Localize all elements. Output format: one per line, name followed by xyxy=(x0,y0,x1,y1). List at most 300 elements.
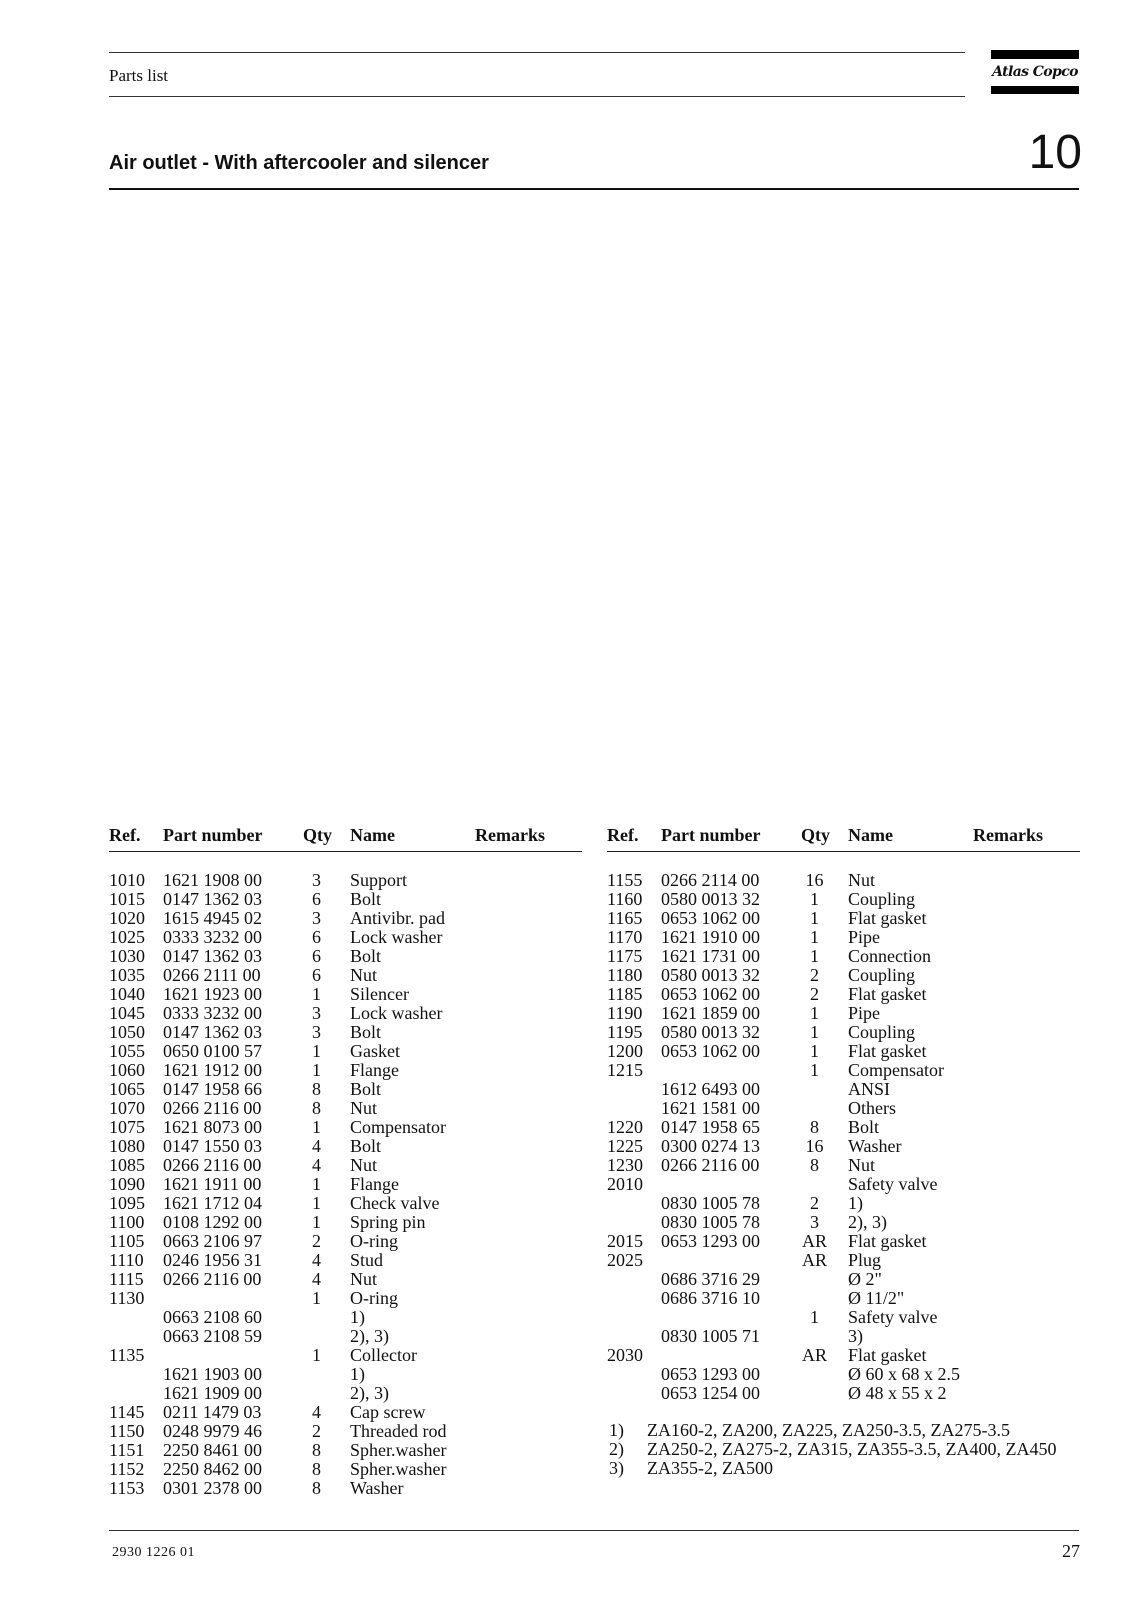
footnote-text: ZA160-2, ZA200, ZA225, ZA250-3.5, ZA275-3.5 xyxy=(647,1420,1010,1440)
table-row xyxy=(607,1232,1080,1251)
table-row xyxy=(607,1061,1080,1080)
cell-ref: 1220 xyxy=(607,1117,643,1137)
table-row xyxy=(109,1213,582,1232)
cell-name: Safety valve xyxy=(848,1307,938,1327)
cell-qty: 1 xyxy=(312,1041,321,1061)
cell-part-number: 0266 2116 00 xyxy=(163,1269,262,1289)
brand-logo xyxy=(991,50,1079,94)
cell-qty: 1 xyxy=(312,984,321,1004)
cell-qty: 16 xyxy=(805,1136,824,1156)
cell-qty: 4 xyxy=(312,1402,321,1422)
cell-qty: 6 xyxy=(312,946,321,966)
cell-ref: 1100 xyxy=(109,1212,145,1232)
col-qty-header: Qty xyxy=(303,825,332,845)
table-rows xyxy=(109,871,582,1498)
cell-part-number: 0653 1062 00 xyxy=(661,984,760,1004)
cell-name: Nut xyxy=(848,870,875,890)
table-row xyxy=(109,871,582,890)
cell-ref: 1130 xyxy=(109,1288,145,1308)
table-row xyxy=(109,1118,582,1137)
cell-name: Flat gasket xyxy=(848,908,927,928)
cell-ref: 1151 xyxy=(109,1440,145,1460)
cell-qty: 1 xyxy=(810,1060,819,1080)
cell-qty: 4 xyxy=(312,1269,321,1289)
table-row xyxy=(607,1327,1080,1346)
cell-ref: 1160 xyxy=(607,889,643,909)
cell-part-number: 0266 2111 00 xyxy=(163,965,261,985)
cell-ref: 1035 xyxy=(109,965,145,985)
cell-ref: 1180 xyxy=(607,965,643,985)
cell-qty: 4 xyxy=(312,1155,321,1175)
parts-table-right xyxy=(607,825,1080,1403)
cell-ref: 1075 xyxy=(109,1117,145,1137)
footer-rule xyxy=(109,1530,1079,1531)
cell-ref: 1105 xyxy=(109,1231,145,1251)
cell-name: Others xyxy=(848,1098,896,1118)
table-row xyxy=(109,1061,582,1080)
cell-qty: 1 xyxy=(312,1060,321,1080)
col-remarks-header: Remarks xyxy=(475,825,545,845)
cell-part-number: 1621 1923 00 xyxy=(163,984,262,1004)
table-row xyxy=(607,1156,1080,1175)
cell-ref: 1150 xyxy=(109,1421,145,1441)
cell-ref: 1095 xyxy=(109,1193,145,1213)
cell-ref: 1135 xyxy=(109,1345,145,1365)
title-rule xyxy=(109,188,1079,190)
cell-qty: 1 xyxy=(312,1288,321,1308)
cell-name: Coupling xyxy=(848,965,916,985)
table-row xyxy=(607,1194,1080,1213)
cell-part-number: 0830 1005 71 xyxy=(661,1326,760,1346)
cell-qty: 1 xyxy=(810,946,819,966)
col-ref-header: Ref. xyxy=(607,825,639,845)
cell-name: Bolt xyxy=(350,1022,382,1042)
cell-name: Bolt xyxy=(350,889,382,909)
cell-name: Threaded rod xyxy=(350,1421,447,1441)
table-row xyxy=(109,1365,582,1384)
cell-name: Spher.washer xyxy=(350,1459,447,1479)
cell-qty: 8 xyxy=(312,1079,321,1099)
cell-qty: 8 xyxy=(810,1117,819,1137)
table-row xyxy=(607,966,1080,985)
cell-ref: 1020 xyxy=(109,908,145,928)
cell-name: Spring pin xyxy=(350,1212,426,1232)
table-rows xyxy=(607,871,1080,1403)
cell-name: Flat gasket xyxy=(848,1345,927,1365)
table-row xyxy=(607,1308,1080,1327)
table-row xyxy=(109,1422,582,1441)
cell-part-number: 1621 1859 00 xyxy=(661,1003,760,1023)
cell-part-number: 0653 1254 00 xyxy=(661,1383,760,1403)
cell-name: Support xyxy=(350,870,408,890)
cell-ref: 2030 xyxy=(607,1345,643,1365)
table-row xyxy=(109,1042,582,1061)
cell-name: O-ring xyxy=(350,1288,398,1308)
cell-qty: 6 xyxy=(312,889,321,909)
cell-part-number: 0333 3232 00 xyxy=(163,927,262,947)
cell-ref: 1025 xyxy=(109,927,145,947)
cell-qty: AR xyxy=(801,1250,827,1270)
cell-part-number: 0653 1293 00 xyxy=(661,1364,760,1384)
table-row xyxy=(109,1403,582,1422)
cell-name: Bolt xyxy=(350,1079,382,1099)
cell-qty: 6 xyxy=(312,927,321,947)
chapter-number: 10 xyxy=(1028,126,1082,179)
cell-ref: 1155 xyxy=(607,870,643,890)
cell-qty: 8 xyxy=(312,1440,321,1460)
table-row xyxy=(607,890,1080,909)
cell-ref: 1090 xyxy=(109,1174,145,1194)
cell-part-number: 0663 2108 60 xyxy=(163,1307,262,1327)
cell-name: Cap screw xyxy=(350,1402,426,1422)
cell-ref: 1030 xyxy=(109,946,145,966)
table-row xyxy=(607,1118,1080,1137)
table-row xyxy=(109,1308,582,1327)
table-row xyxy=(109,1080,582,1099)
cell-name: Ø 60 x 68 x 2.5 xyxy=(848,1364,960,1384)
table-row xyxy=(109,1270,582,1289)
cell-part-number: 0653 1062 00 xyxy=(661,908,760,928)
cell-qty: 1 xyxy=(810,889,819,909)
table-row xyxy=(607,1346,1080,1365)
cell-name: Stud xyxy=(350,1250,384,1270)
cell-ref: 2015 xyxy=(607,1231,643,1251)
cell-name: O-ring xyxy=(350,1231,398,1251)
cell-part-number: 1615 4945 02 xyxy=(163,908,262,928)
cell-part-number: 0266 2116 00 xyxy=(163,1098,262,1118)
cell-name: Compensator xyxy=(848,1060,944,1080)
cell-name: Pipe xyxy=(848,927,881,947)
cell-name: Safety valve xyxy=(848,1174,938,1194)
cell-ref: 1045 xyxy=(109,1003,145,1023)
cell-ref: 1110 xyxy=(109,1250,144,1270)
cell-qty: 4 xyxy=(312,1136,321,1156)
cell-name: Coupling xyxy=(848,889,916,909)
cell-part-number: 0301 2378 00 xyxy=(163,1478,262,1498)
table-row xyxy=(109,1460,582,1479)
table-row xyxy=(607,1289,1080,1308)
cell-ref: 1185 xyxy=(607,984,643,1004)
cell-ref: 2025 xyxy=(607,1250,643,1270)
cell-name: Nut xyxy=(848,1155,875,1175)
footnote-text: ZA250-2, ZA275-2, ZA315, ZA355-3.5, ZA400, ZA450 xyxy=(647,1439,1057,1459)
cell-name: Lock washer xyxy=(350,1003,443,1023)
cell-qty: 3 xyxy=(810,1212,819,1232)
cell-ref: 1152 xyxy=(109,1459,145,1479)
table-row xyxy=(607,1365,1080,1384)
cell-part-number: 1621 1909 00 xyxy=(163,1383,262,1403)
table-header-rule xyxy=(109,851,582,852)
cell-qty: 2 xyxy=(810,984,819,1004)
table-row xyxy=(109,1194,582,1213)
cell-name: Flat gasket xyxy=(848,984,927,1004)
cell-ref: 1153 xyxy=(109,1478,145,1498)
cell-part-number: 0147 1362 03 xyxy=(163,946,262,966)
page-title: Air outlet - With aftercooler and silencer xyxy=(109,152,489,174)
cell-ref: 1085 xyxy=(109,1155,145,1175)
table-row xyxy=(607,1023,1080,1042)
cell-part-number: 0830 1005 78 xyxy=(661,1193,760,1213)
cell-name: Gasket xyxy=(350,1041,400,1061)
cell-name: Plug xyxy=(848,1250,882,1270)
cell-part-number: 0211 1479 03 xyxy=(163,1402,262,1422)
table-row xyxy=(607,909,1080,928)
cell-qty: 1 xyxy=(312,1193,321,1213)
cell-name: Nut xyxy=(350,1098,377,1118)
cell-part-number: 0300 0274 13 xyxy=(661,1136,760,1156)
cell-name: Nut xyxy=(350,1269,377,1289)
cell-qty: 1 xyxy=(810,1307,819,1327)
table-row xyxy=(109,890,582,909)
cell-ref: 1015 xyxy=(109,889,145,909)
table-row xyxy=(607,1004,1080,1023)
cell-part-number: 0663 2108 59 xyxy=(163,1326,262,1346)
cell-qty: 3 xyxy=(312,1003,321,1023)
cell-ref: 1055 xyxy=(109,1041,145,1061)
cell-part-number: 1621 1712 04 xyxy=(163,1193,262,1213)
cell-ref: 1175 xyxy=(607,946,643,966)
col-name-header: Name xyxy=(848,825,893,845)
col-part-number-header: Part number xyxy=(661,825,761,845)
cell-qty: 1 xyxy=(312,1212,321,1232)
table-row xyxy=(607,1175,1080,1194)
cell-qty: AR xyxy=(801,1231,827,1251)
cell-part-number: 0580 0013 32 xyxy=(661,1022,760,1042)
table-row xyxy=(109,985,582,1004)
brand-logo-text: Atlas Copco xyxy=(992,64,1078,80)
cell-qty: 1 xyxy=(810,927,819,947)
cell-part-number: 0653 1062 00 xyxy=(661,1041,760,1061)
cell-ref: 1065 xyxy=(109,1079,145,1099)
table-row xyxy=(109,1346,582,1365)
table-row xyxy=(109,1004,582,1023)
cell-ref: 2010 xyxy=(607,1174,643,1194)
table-header-rule xyxy=(607,851,1080,852)
cell-part-number: 0147 1550 03 xyxy=(163,1136,262,1156)
cell-part-number: 1621 1911 00 xyxy=(163,1174,262,1194)
document-number: 2930 1226 01 xyxy=(112,1545,195,1560)
col-ref-header: Ref. xyxy=(109,825,141,845)
cell-ref: 1200 xyxy=(607,1041,643,1061)
cell-name: Bolt xyxy=(350,1136,382,1156)
table-row xyxy=(607,1080,1080,1099)
cell-part-number: 1621 1908 00 xyxy=(163,870,262,890)
cell-qty: 1 xyxy=(810,908,819,928)
table-row xyxy=(109,1441,582,1460)
cell-name: Ø 11/2" xyxy=(848,1288,905,1308)
table-row xyxy=(109,1327,582,1346)
illustration-area xyxy=(109,200,1079,810)
table-row xyxy=(109,1289,582,1308)
table-row xyxy=(109,1251,582,1270)
cell-name: Silencer xyxy=(350,984,409,1004)
cell-name: 2), 3) xyxy=(848,1212,887,1232)
cell-part-number: 0248 9979 46 xyxy=(163,1421,262,1441)
col-remarks-header: Remarks xyxy=(973,825,1043,845)
table-row xyxy=(607,871,1080,890)
table-row xyxy=(109,947,582,966)
table-row xyxy=(607,1384,1080,1403)
cell-ref: 1010 xyxy=(109,870,145,890)
cell-name: Spher.washer xyxy=(350,1440,447,1460)
cell-qty: 1 xyxy=(810,1041,819,1061)
cell-qty: 1 xyxy=(312,1174,321,1194)
table-row xyxy=(109,966,582,985)
table-row xyxy=(607,985,1080,1004)
cell-part-number: 0246 1956 31 xyxy=(163,1250,262,1270)
table-row xyxy=(109,1175,582,1194)
cell-name: Antivibr. pad xyxy=(350,908,445,928)
cell-part-number: 1621 1910 00 xyxy=(661,927,760,947)
cell-part-number: 0147 1362 03 xyxy=(163,1022,262,1042)
table-row xyxy=(607,1270,1080,1289)
cell-qty: 2 xyxy=(312,1421,321,1441)
cell-name: 2), 3) xyxy=(350,1326,389,1346)
cell-qty: 8 xyxy=(312,1098,321,1118)
cell-qty: 1 xyxy=(312,1117,321,1137)
table-header xyxy=(607,825,1080,847)
cell-part-number: 0266 2116 00 xyxy=(661,1155,760,1175)
col-name-header: Name xyxy=(350,825,395,845)
cell-name: Washer xyxy=(350,1478,404,1498)
cell-qty: 16 xyxy=(805,870,824,890)
cell-part-number: 0108 1292 00 xyxy=(163,1212,262,1232)
cell-part-number: 0580 0013 32 xyxy=(661,965,760,985)
cell-ref: 1165 xyxy=(607,908,643,928)
table-row xyxy=(607,1099,1080,1118)
table-row xyxy=(109,1023,582,1042)
footnote-marker: 3) xyxy=(609,1458,624,1478)
cell-name: Washer xyxy=(848,1136,902,1156)
cell-name: Nut xyxy=(350,1155,377,1175)
cell-part-number: 0650 0100 57 xyxy=(163,1041,262,1061)
cell-name: ANSI xyxy=(848,1079,891,1099)
cell-part-number: 0686 3716 29 xyxy=(661,1269,760,1289)
cell-name: Flange xyxy=(350,1060,399,1080)
cell-ref: 1215 xyxy=(607,1060,643,1080)
cell-name: Ø 48 x 55 x 2 xyxy=(848,1383,947,1403)
cell-ref: 1145 xyxy=(109,1402,145,1422)
table-row xyxy=(607,1042,1080,1061)
col-part-number-header: Part number xyxy=(163,825,263,845)
cell-name: 1) xyxy=(848,1193,863,1213)
table-row xyxy=(607,1251,1080,1270)
cell-name: Bolt xyxy=(350,946,382,966)
cell-part-number: 2250 8461 00 xyxy=(163,1440,262,1460)
cell-qty: 6 xyxy=(312,965,321,985)
cell-part-number: 1621 1903 00 xyxy=(163,1364,262,1384)
cell-name: Ø 2" xyxy=(848,1269,882,1289)
cell-name: Flange xyxy=(350,1174,399,1194)
cell-name: 1) xyxy=(350,1307,365,1327)
cell-name: Bolt xyxy=(848,1117,880,1137)
header-bottom-rule xyxy=(109,96,965,97)
cell-name: Lock washer xyxy=(350,927,443,947)
cell-name: Pipe xyxy=(848,1003,881,1023)
cell-ref: 1195 xyxy=(607,1022,643,1042)
cell-part-number: 0266 2114 00 xyxy=(661,870,760,890)
cell-ref: 1080 xyxy=(109,1136,145,1156)
cell-part-number: 0333 3232 00 xyxy=(163,1003,262,1023)
cell-qty: 8 xyxy=(810,1155,819,1175)
cell-part-number: 0686 3716 10 xyxy=(661,1288,760,1308)
footnote-marker: 2) xyxy=(609,1439,624,1459)
table-row xyxy=(109,1137,582,1156)
cell-part-number: 0147 1362 03 xyxy=(163,889,262,909)
parts-table-left xyxy=(109,825,582,1498)
cell-qty: 3 xyxy=(312,1022,321,1042)
table-row xyxy=(109,1232,582,1251)
footnote-marker: 1) xyxy=(609,1420,624,1440)
cell-qty: 8 xyxy=(312,1478,321,1498)
cell-qty: 8 xyxy=(312,1459,321,1479)
cell-name: 1) xyxy=(350,1364,365,1384)
cell-part-number: 0653 1293 00 xyxy=(661,1231,760,1251)
cell-part-number: 1621 1912 00 xyxy=(163,1060,262,1080)
cell-ref: 1050 xyxy=(109,1022,145,1042)
cell-part-number: 2250 8462 00 xyxy=(163,1459,262,1479)
cell-qty: 3 xyxy=(312,870,321,890)
cell-name: Check valve xyxy=(350,1193,440,1213)
cell-ref: 1060 xyxy=(109,1060,145,1080)
table-row xyxy=(607,928,1080,947)
cell-name: Nut xyxy=(350,965,377,985)
cell-part-number: 1621 1731 00 xyxy=(661,946,760,966)
cell-name: Flat gasket xyxy=(848,1041,927,1061)
table-row xyxy=(109,909,582,928)
table-row xyxy=(109,1384,582,1403)
cell-qty: 2 xyxy=(810,1193,819,1213)
cell-part-number: 0663 2106 97 xyxy=(163,1231,262,1251)
col-qty-header: Qty xyxy=(801,825,830,845)
cell-qty: 4 xyxy=(312,1250,321,1270)
table-row xyxy=(607,1213,1080,1232)
table-row xyxy=(607,947,1080,966)
cell-part-number: 0830 1005 78 xyxy=(661,1212,760,1232)
cell-part-number: 0147 1958 66 xyxy=(163,1079,262,1099)
cell-qty: 1 xyxy=(312,1345,321,1365)
cell-ref: 1070 xyxy=(109,1098,145,1118)
table-header xyxy=(109,825,582,847)
cell-part-number: 0266 2116 00 xyxy=(163,1155,262,1175)
cell-qty: 1 xyxy=(810,1003,819,1023)
cell-part-number: 1621 8073 00 xyxy=(163,1117,262,1137)
cell-part-number: 0147 1958 65 xyxy=(661,1117,760,1137)
table-row xyxy=(109,1156,582,1175)
header-top-rule xyxy=(109,52,965,53)
cell-name: Flat gasket xyxy=(848,1231,927,1251)
table-row xyxy=(109,1479,582,1498)
cell-part-number: 1612 6493 00 xyxy=(661,1079,760,1099)
table-row xyxy=(109,1099,582,1118)
cell-qty: 3 xyxy=(312,908,321,928)
cell-name: Collector xyxy=(350,1345,417,1365)
header-label: Parts list xyxy=(109,66,169,85)
cell-ref: 1230 xyxy=(607,1155,643,1175)
table-row xyxy=(607,1137,1080,1156)
cell-name: 2), 3) xyxy=(350,1383,389,1403)
cell-name: Connection xyxy=(848,946,931,966)
cell-name: 3) xyxy=(848,1326,863,1346)
cell-ref: 1040 xyxy=(109,984,145,1004)
page-number: 27 xyxy=(1062,1541,1080,1561)
cell-part-number: 0580 0013 32 xyxy=(661,889,760,909)
cell-part-number: 1621 1581 00 xyxy=(661,1098,760,1118)
cell-ref: 1190 xyxy=(607,1003,643,1023)
cell-qty: AR xyxy=(801,1345,827,1365)
cell-ref: 1115 xyxy=(109,1269,144,1289)
cell-qty: 1 xyxy=(810,1022,819,1042)
